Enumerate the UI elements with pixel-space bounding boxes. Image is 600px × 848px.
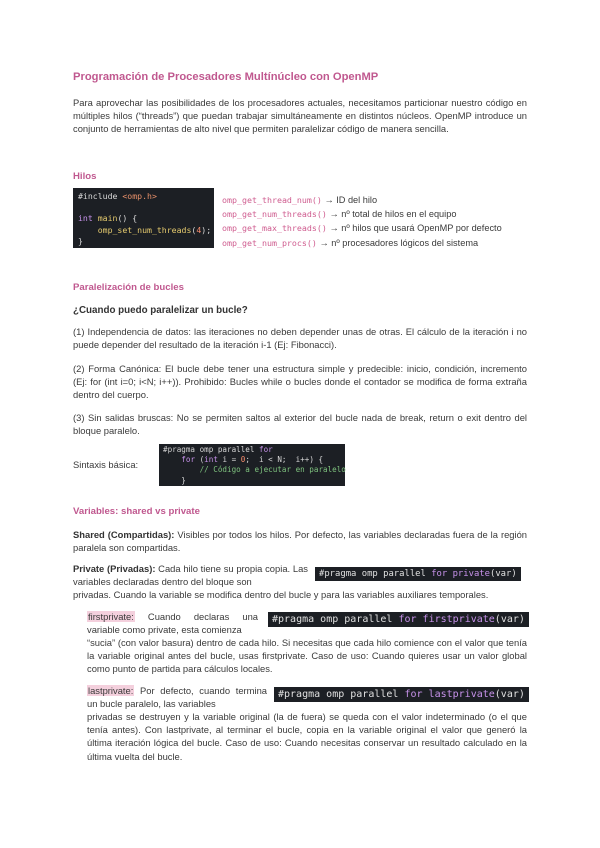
code-main-rest: () { <box>117 213 138 224</box>
firstprivate-label: firstprivate: <box>88 611 134 622</box>
code-paren-close: ); <box>201 224 212 235</box>
code-arg: (var) <box>490 569 517 579</box>
code-loop-rest: ; i < N; i++) { <box>245 455 324 465</box>
function-name: omp_get_thread_num() <box>222 195 322 205</box>
condition-2: (2) Forma Canónica: El bucle debe tener una estructura simple y predecible: inicio, condición, incremento (Ej: for (int i=0; i<N; i++)). Prohibido: Bucles while o bucles donde el contador se modifica de forma extraña dentro del cuerpo. <box>73 363 527 401</box>
code-omp: omp parallel <box>320 614 399 625</box>
code-for-loop: for <box>181 455 196 465</box>
code-close-brace: } <box>181 475 186 485</box>
code-pragma: #pragma <box>163 445 200 454</box>
section-heading-bucles: Paralelización de bucles <box>73 282 184 293</box>
function-item <box>222 193 502 207</box>
code-var: i = <box>217 455 241 465</box>
section-heading-variables: Variables: shared vs private <box>73 506 200 517</box>
private-paragraph-cont: privadas. Cuando la variable se modifica dentro del bucle y para las variables auxiliares temporales. <box>73 589 489 600</box>
code-clause: firstprivate <box>422 614 495 625</box>
function-desc: → nº total de hilos en el equipo <box>329 209 457 220</box>
firstprivate-text: Cuando declaras una variable como private, esta comienza <box>87 611 258 636</box>
document-title: Programación de Procesadores Multínúcleo con OpenMP <box>73 71 379 83</box>
condition-3: (3) Sin salidas bruscas: No se permiten saltos al exterior del bucle nada de break, return o exit dentro del bloque paralelo. <box>73 412 527 437</box>
code-brace: } <box>78 235 83 246</box>
function-name: omp_get_num_threads() <box>222 209 327 220</box>
code-omp: omp parallel <box>199 445 260 454</box>
function-name: omp_get_max_threads() <box>222 223 327 234</box>
function-item <box>222 207 502 221</box>
code-arg: (var) <box>494 689 525 700</box>
code-pragma: #pragma <box>278 689 327 700</box>
code-for: for <box>398 614 423 625</box>
firstprivate-paragraph-cont: “sucia” (con valor basura) dentro de cada hilo. Si necesitas que cada hilo comience con el valor que tenía la variable original antes del bucle, usas firstprivate. Caso de uso: Cuando quieres usar un valor global como punto de partida para cálculos locales. <box>87 637 527 675</box>
code-pragma: #pragma <box>319 569 362 579</box>
function-name: omp_get_num_procs() <box>222 237 317 248</box>
code-firstprivate <box>268 612 529 627</box>
code-main: main <box>97 213 118 224</box>
code-arg: (var) <box>494 614 525 625</box>
condition-1: (1) Independencia de datos: las iteraciones no deben depender unas de otras. El cálculo de la iteración i no puede depender del resultado de la iteración i-1 (Ej: Fibonacci). <box>73 326 527 351</box>
code-for: for <box>431 569 453 579</box>
code-block-hilos <box>73 188 214 248</box>
private-text: Cada hilo tiene su propia copia. Las variables declaradas dentro del bloque son <box>73 563 308 588</box>
code-int-type: int <box>204 455 218 465</box>
private-paragraph <box>73 562 308 588</box>
function-item <box>222 221 502 235</box>
code-arg: 4 <box>196 224 202 235</box>
shared-paragraph <box>73 528 527 554</box>
code-clause: lastprivate <box>428 689 495 700</box>
code-pragma: #pragma <box>272 614 321 625</box>
code-include: #include <box>78 191 123 201</box>
code-zero: 0 <box>240 455 246 465</box>
private-label: Private (Privadas): <box>73 563 156 574</box>
code-for: for <box>259 445 273 454</box>
code-int: int <box>78 213 93 224</box>
code-omp: omp parallel <box>326 689 405 700</box>
section-heading-hilos: Hilos <box>73 171 97 182</box>
question-heading: ¿Cuando puedo paralelizar un bucle? <box>73 305 248 316</box>
code-private <box>315 567 521 581</box>
lastprivate-label: lastprivate: <box>88 685 134 696</box>
syntax-label: Sintaxis básica: <box>73 459 139 470</box>
code-header: <omp.h> <box>122 191 157 201</box>
code-comment: // Código a ejecutar en paralelo <box>199 465 346 475</box>
code-set-threads: omp_set_num_threads <box>97 224 192 235</box>
code-open: ( <box>195 455 205 465</box>
firstprivate-paragraph <box>87 610 258 636</box>
lastprivate-text: Por defecto, cuando termina un bucle paralelo, las variables <box>87 685 267 710</box>
function-desc: → nº hilos que usará OpenMP por defecto <box>329 223 502 234</box>
code-paren-open: ( <box>191 224 197 235</box>
lastprivate-paragraph-cont: privadas se destruyen y la variable original (la de fuera) se queda con el valor indeterminado (o el que tenía antes). Con lastprivate, al terminar el bucle, copia en la variable original el valor que generó la última iteración lógica del bucle. Caso de uso: Cuando necesitas conservar un resultado calculado en la última vuelta del bucle. <box>87 711 527 762</box>
code-clause: private <box>452 569 490 579</box>
function-desc: → nº procesadores lógicos del sistema <box>319 237 479 248</box>
intro-paragraph: Para aprovechar las posibilidades de los procesadores actuales, necesitamos particionar nuestro código en múltiples hilos (“threads”) que puedan trabajar simultáneamente en distintos núcleos. OpenMP introduce un conjunto de herramientas de alto nivel que permiten paralelizar código de manera sencilla. <box>73 97 527 135</box>
function-item <box>222 236 502 250</box>
function-desc: → ID del hilo <box>324 195 378 205</box>
shared-text: Visibles por todos los hilos. Por defecto, las variables declaradas fuera de la región paralela son compartidas. <box>73 529 528 554</box>
shared-label: Shared (Compartidas): <box>73 529 175 540</box>
code-block-syntax <box>159 444 345 486</box>
code-omp: omp parallel <box>361 569 432 579</box>
code-lastprivate <box>274 687 529 702</box>
code-for: for <box>404 689 429 700</box>
lastprivate-paragraph <box>87 684 267 710</box>
function-list <box>222 193 502 250</box>
